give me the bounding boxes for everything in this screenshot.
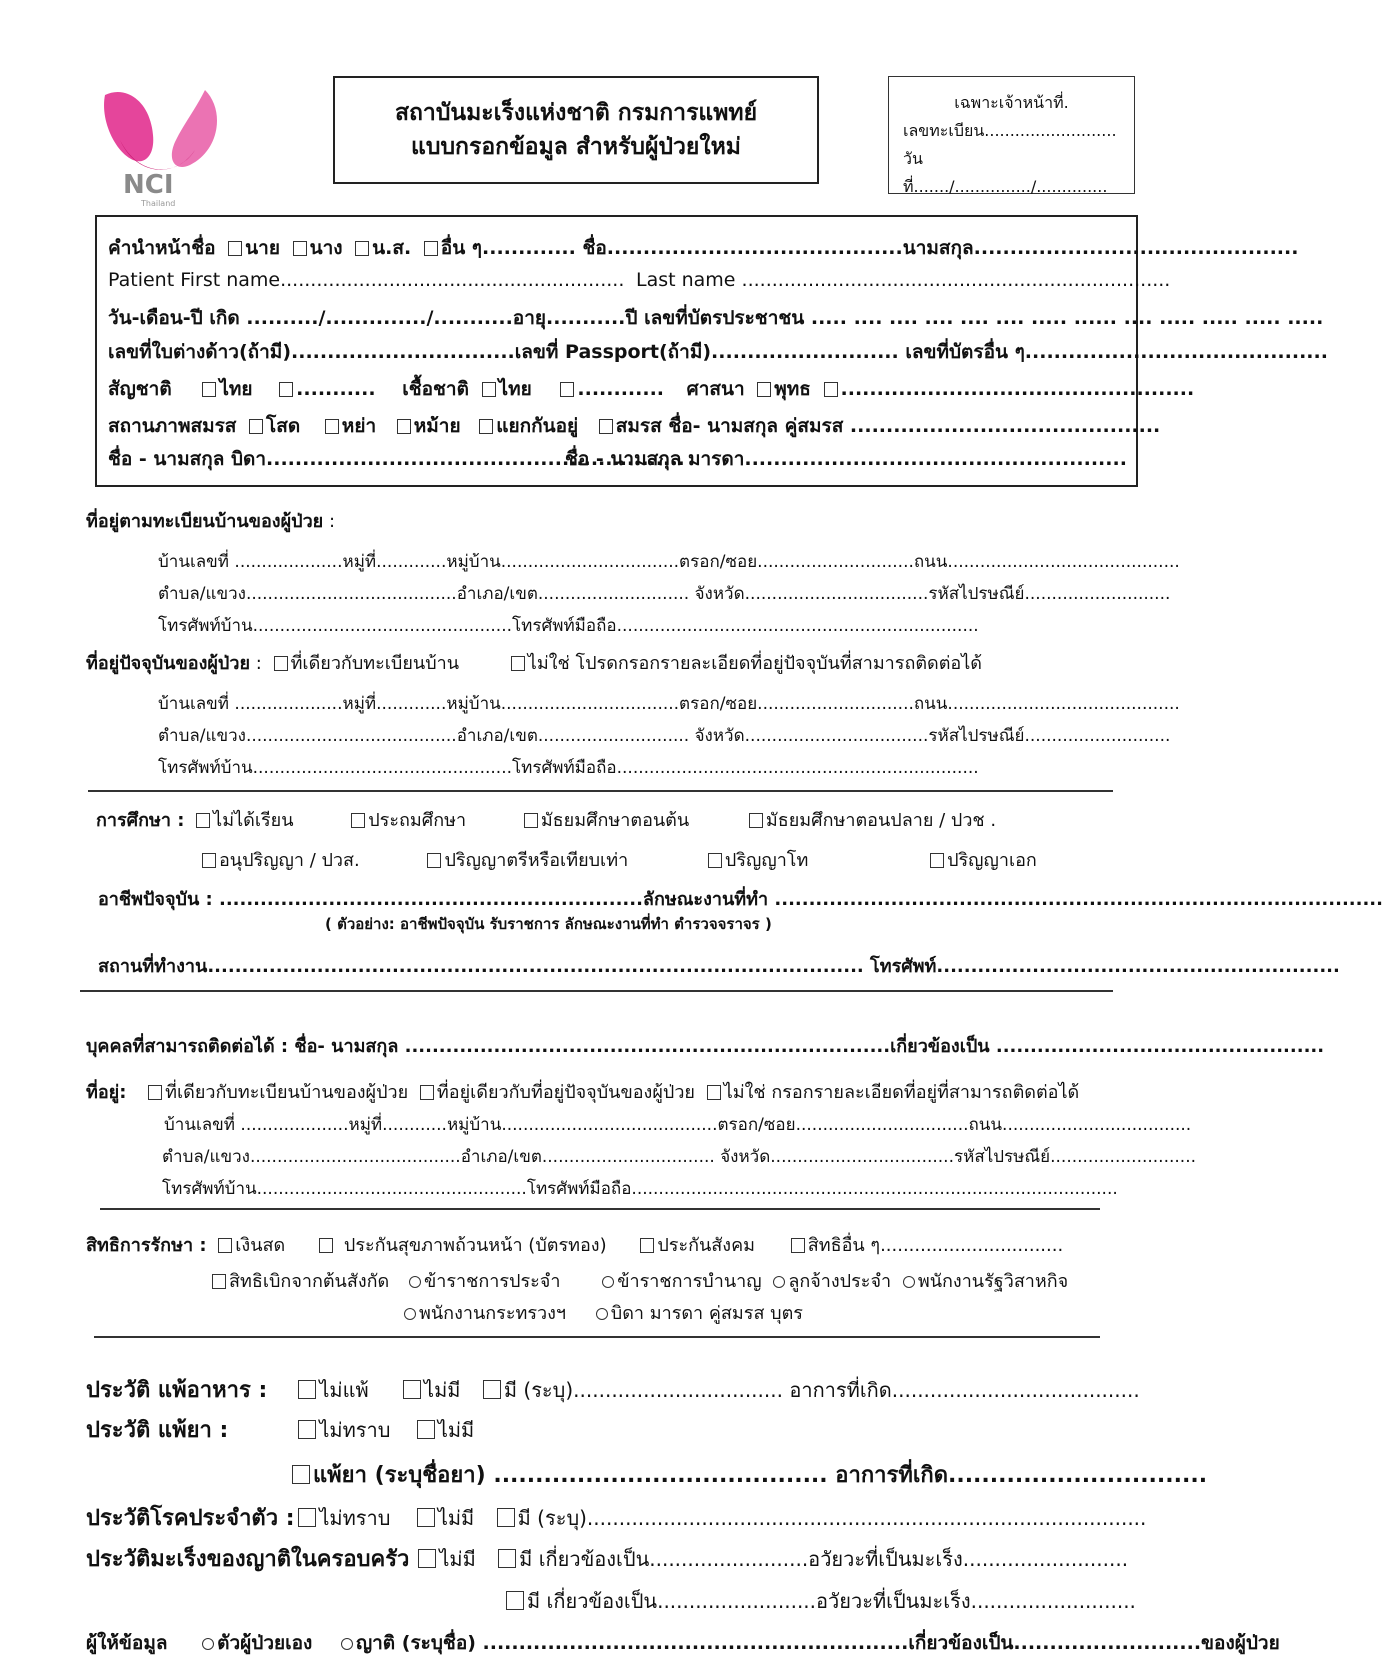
checkbox-rights-reimburse[interactable]	[212, 1274, 226, 1289]
checkbox-drug-yes[interactable]	[292, 1465, 310, 1484]
radio-rights-state-ent[interactable]	[903, 1276, 915, 1288]
registered-address-line3[interactable]: โทรศัพท์บ้าน................................................โทรศัพท์มือถือ...................................................................	[158, 616, 979, 636]
staff-only-box	[888, 76, 1135, 194]
checkbox-edu-master[interactable]	[708, 853, 722, 868]
rights-other-field[interactable]: สิทธิอื่น ๆ................................	[807, 1235, 1064, 1256]
checkbox-edu-lower-secondary[interactable]	[524, 813, 538, 828]
marital-row	[108, 411, 1160, 441]
checkbox-rights-universal[interactable]	[319, 1238, 333, 1253]
occupation-field[interactable]: อาชีพปัจจุบัน : ..............................................................ลักษณะงานที่ทำ .........................................................................................	[98, 889, 1383, 910]
divider-3	[100, 1208, 1100, 1210]
family-cancer-row	[86, 1541, 1128, 1576]
informant-label: ผู้ให้ข้อมูล	[86, 1632, 168, 1654]
nationality-label: สัญชาติ	[108, 378, 172, 400]
marital-label: สถานภาพสมรส	[108, 415, 237, 437]
drug-unknown: ไม่ทราบ	[319, 1418, 391, 1442]
checkbox-edu-none[interactable]	[196, 813, 210, 828]
radio-informant-self[interactable]	[202, 1638, 214, 1650]
contact-address-line1[interactable]: บ้านเลขที่ ....................หมู่ที่............หมู่บ้าน........................................ตรอก/ซอย................................ถนน...................................	[164, 1115, 1192, 1135]
rights-social: ประกันสังคม	[657, 1235, 755, 1256]
education-row2	[196, 845, 1037, 874]
chronic-no: ไม่มี	[437, 1506, 475, 1530]
rights-reimburse: สิทธิเบิกจากต้นสังกัด	[229, 1271, 390, 1292]
checkbox-edu-doctor[interactable]	[930, 853, 944, 868]
education-row1	[96, 805, 996, 834]
checkbox-family-no[interactable]	[418, 1549, 436, 1568]
current-address-line1[interactable]: บ้านเลขที่ ....................หมู่ที่.............หมู่บ้าน.................................ตรอก/ซอย.............................ถนน...........................................	[158, 694, 1180, 714]
form-title-line2: แบบกรอกข้อมูล สำหรับผู้ป่วยใหม่	[411, 134, 741, 160]
checkbox-chronic-no[interactable]	[417, 1508, 435, 1527]
informant-row	[86, 1628, 1280, 1658]
checkbox-contact-same-current[interactable]	[420, 1085, 434, 1100]
form-title-box	[333, 76, 819, 184]
rights-civil: ข้าราชการประจำ	[423, 1271, 561, 1292]
radio-rights-family[interactable]	[596, 1308, 608, 1320]
checkbox-family-yes-1[interactable]	[498, 1549, 516, 1568]
edu-doctor: ปริญญาเอก	[947, 850, 1037, 871]
current-address-row	[86, 648, 982, 677]
chronic-unknown: ไม่ทราบ	[319, 1506, 391, 1530]
contact-person-field[interactable]: บุคคลที่สามารถติดต่อได้ : ชื่อ- นามสกุล .......................................................................เกี่ยวข้องเป็น ................................................	[86, 1036, 1325, 1057]
rights-perm-emp: ลูกจ้างประจำ	[788, 1271, 892, 1292]
rights-row2	[206, 1266, 1068, 1295]
checkbox-mrs[interactable]	[293, 241, 307, 256]
checkbox-contact-other[interactable]	[707, 1085, 721, 1100]
alien-passport-id-field[interactable]: เลขที่ใบต่างด้าว(ถ้ามี)...............................เลขที่ Passport(ถ้ามี).......................... เลขที่บัตรอื่น ๆ..........................................	[108, 341, 1328, 363]
prefix-mrs: นาง	[309, 237, 343, 259]
informant-self: ตัวผู้ป่วยเอง	[217, 1632, 313, 1654]
drug-allergy-row	[86, 1412, 474, 1447]
contact-address-line3[interactable]: โทรศัพท์บ้าน..................................................โทรศัพท์มือถือ..........................................................................................	[162, 1179, 1118, 1199]
nci-logo	[95, 80, 235, 210]
rights-row3	[398, 1298, 803, 1327]
prefix-label: คำนำหน้าชื่อ	[108, 237, 216, 259]
registered-address-title: ที่อยู่ตามทะเบียนบ้านของผู้ป่วย	[86, 511, 324, 532]
checkbox-rights-social[interactable]	[640, 1238, 654, 1253]
edu-upper-secondary: มัธยมศึกษาตอนปลาย / ปวช .	[765, 810, 997, 831]
father-name-field[interactable]: ชื่อ - นามสกุล บิดา..........................................................	[108, 448, 685, 470]
family-yes-field-1[interactable]: มี เกี่ยวข้องเป็น.........................อวัยวะที่เป็นมะเร็ง..........................	[519, 1547, 1129, 1571]
checkbox-drug-unknown[interactable]	[298, 1420, 316, 1439]
current-address-not-same: ไม่ใช่ โปรดกรอกรายละเอียดที่อยู่ปัจจุบันที่สามารถติดต่อได้	[527, 653, 982, 674]
checkbox-separated[interactable]	[479, 419, 493, 434]
checkbox-chronic-unknown[interactable]	[298, 1508, 316, 1527]
form-title-line1: สถาบันมะเร็งแห่งชาติ กรมการแพทย์	[394, 99, 758, 126]
race-other-field[interactable]: ............	[577, 378, 665, 400]
checkbox-family-yes-2[interactable]	[506, 1591, 524, 1610]
marital-divorced: หย่า	[341, 415, 377, 437]
registered-address-line2[interactable]: ตำบล/แขวง.......................................อำเภอ/เขต............................ จังหวัด..................................รหัสไปรษณีย์...........................	[158, 584, 1171, 604]
rights-row1	[86, 1230, 1063, 1259]
checkbox-religion-buddhism[interactable]	[757, 382, 771, 397]
checkbox-edu-primary[interactable]	[351, 813, 365, 828]
radio-rights-perm-emp[interactable]	[773, 1276, 785, 1288]
edu-primary: ประถมศึกษา	[368, 810, 467, 831]
checkbox-nationality-other[interactable]	[279, 382, 293, 397]
divider-1	[88, 790, 1113, 792]
radio-rights-ministry[interactable]	[404, 1308, 416, 1320]
food-allergy-label: ประวัติ แพ้อาหาร :	[86, 1378, 268, 1403]
food-allergy-row	[86, 1372, 1140, 1407]
edu-diploma: อนุปริญญา / ปวส.	[219, 850, 360, 871]
current-address-title: ที่อยู่ปัจจุบันของผู้ป่วย	[86, 653, 251, 674]
checkbox-edu-bachelor[interactable]	[427, 853, 441, 868]
education-label: การศึกษา :	[96, 810, 185, 831]
checkbox-drug-no[interactable]	[417, 1420, 435, 1439]
family-yes-field-2[interactable]: มี เกี่ยวข้องเป็น.........................อวัยวะที่เป็นมะเร็ง..........................	[527, 1589, 1136, 1613]
edu-none: ไม่ได้เรียน	[213, 810, 294, 831]
chronic-yes-field[interactable]: มี (ระบุ)........................................................................................	[517, 1506, 1147, 1530]
checkbox-miss[interactable]	[355, 241, 369, 256]
nationality-other-field[interactable]: ...........	[296, 378, 376, 400]
marital-separated: แยกกันอยู่	[496, 415, 579, 437]
checkbox-edu-diploma[interactable]	[202, 853, 216, 868]
food-no: ไม่มี	[424, 1378, 461, 1402]
drug-no: ไม่มี	[437, 1418, 475, 1442]
checkbox-divorced[interactable]	[325, 419, 339, 434]
current-address-colon: :	[255, 653, 262, 674]
marital-married-spouse-field[interactable]: สมรส ชื่อ- นามสกุล คู่สมรส ...........................................	[615, 415, 1161, 437]
edu-lower-secondary: มัธยมศึกษาตอนต้น	[540, 810, 690, 831]
staff-date: วันที่......./.............../..............	[903, 149, 1108, 196]
radio-rights-civil[interactable]	[409, 1276, 421, 1288]
rights-pension: ข้าราชการบำนาญ	[617, 1271, 762, 1292]
logo-text: NCI	[123, 170, 174, 200]
radio-informant-relative[interactable]	[341, 1638, 353, 1650]
checkbox-single[interactable]	[249, 419, 263, 434]
checkbox-contact-same-registered[interactable]	[148, 1085, 162, 1100]
registered-address-colon: :	[328, 511, 336, 532]
english-last-name-field[interactable]: Last name .......................................................................	[636, 269, 1171, 291]
prefix-mr: นาย	[245, 237, 280, 259]
chronic-disease-label: ประวัติโรคประจำตัว :	[86, 1506, 295, 1531]
religion-label: ศาสนา	[686, 378, 745, 400]
religion-buddhism: พุทธ	[774, 378, 811, 400]
contact-address-options	[86, 1077, 1079, 1106]
occupation-example: ( ตัวอย่าง: อาชีพปัจจุบัน รับราชการ ลักษณะงานที่ทำ ตำรวจจราจร )	[325, 915, 772, 933]
drug-allergy-yes-row	[286, 1457, 1207, 1492]
rights-family: บิดา มารดา คู่สมรส บุตร	[610, 1303, 803, 1324]
staff-title: เฉพาะเจ้าหน้าที่.	[954, 93, 1069, 112]
contact-opt-other: ไม่ใช่ กรอกรายละเอียดที่อยู่ที่สามารถติดต่อได้	[723, 1082, 1080, 1103]
rights-cash: เงินสด	[235, 1235, 286, 1256]
checkbox-chronic-yes[interactable]	[497, 1508, 515, 1527]
marital-widowed: หม้าย	[413, 415, 461, 437]
divider-4	[94, 1336, 1100, 1338]
checkbox-nationality-thai[interactable]	[202, 382, 216, 397]
race-thai: ไทย	[498, 378, 532, 400]
registered-address-heading	[86, 506, 335, 535]
checkbox-race-other[interactable]	[560, 382, 574, 397]
checkbox-widowed[interactable]	[397, 419, 411, 434]
rights-state-ent: พนักงานรัฐวิสาหกิจ	[917, 1271, 1069, 1292]
radio-rights-pension[interactable]	[602, 1276, 614, 1288]
logo-subtext: Thailand	[141, 199, 176, 208]
checkbox-edu-upper-secondary[interactable]	[749, 813, 763, 828]
edu-master: ปริญญาโท	[724, 850, 809, 871]
nationality-thai: ไทย	[219, 378, 253, 400]
food-yes-field[interactable]: มี (ระบุ)................................. อาการที่เกิด.......................................	[503, 1378, 1140, 1402]
checkbox-not-same-address[interactable]	[511, 656, 525, 671]
race-label: เชื้อชาติ	[402, 378, 469, 400]
prefix-other: อื่น ๆ.............	[440, 237, 576, 259]
checkbox-rights-cash[interactable]	[218, 1238, 232, 1253]
contact-opt-same-current: ที่อยู่เดียวกับที่อยู่ปัจจุบันของผู้ป่วย	[436, 1082, 695, 1103]
checkbox-other-prefix[interactable]	[424, 241, 438, 256]
registered-address-line1[interactable]: บ้านเลขที่ ....................หมู่ที่.............หมู่บ้าน.................................ตรอก/ซอย.............................ถนน...........................................	[158, 552, 1180, 572]
mother-name-field[interactable]: ชื่อ - นามสกุล มารดา.....................................................	[565, 448, 1127, 470]
workplace-field[interactable]: สถานที่ทำงาน................................................................................................ โทรศัพท์...........................................................	[98, 956, 1340, 977]
rights-universal: ประกันสุขภาพถ้วนหน้า (บัตรทอง)	[343, 1235, 607, 1256]
chronic-disease-row	[86, 1500, 1146, 1535]
checkbox-food-yes[interactable]	[483, 1380, 501, 1399]
checkbox-married[interactable]	[599, 419, 613, 434]
food-none: ไม่แพ้	[319, 1378, 369, 1402]
checkbox-race-thai[interactable]	[482, 382, 496, 397]
drug-allergy-label: ประวัติ แพ้ยา :	[86, 1418, 229, 1443]
informant-relative-field[interactable]: ญาติ (ระบุชื่อ) ...........................................................เกี่ยวข้องเป็น..........................ของผู้ป่วย	[355, 1632, 1280, 1654]
name-field[interactable]: ชื่อ.........................................นามสกุล.............................................	[582, 237, 1299, 259]
current-address-same: ที่เดียวกับทะเบียนบ้าน	[290, 653, 460, 674]
prefix-miss: น.ส.	[372, 237, 412, 259]
nationality-row	[108, 374, 1194, 404]
current-address-line2[interactable]: ตำบล/แขวง.......................................อำเภอ/เขต............................ จังหวัด..................................รหัสไปรษณีย์...........................	[158, 726, 1171, 746]
family-cancer-row2	[500, 1585, 1136, 1617]
checkbox-food-no[interactable]	[403, 1380, 421, 1399]
edu-bachelor: ปริญญาตรีหรือเทียบเท่า	[444, 850, 629, 871]
rights-label: สิทธิการรักษา :	[86, 1235, 207, 1256]
religion-other-field[interactable]: .................................................	[840, 378, 1195, 400]
prefix-row	[108, 233, 1298, 263]
checkbox-religion-other[interactable]	[824, 382, 838, 397]
contact-address-label: ที่อยู่:	[86, 1082, 127, 1103]
divider-2	[80, 990, 1113, 992]
checkbox-mr[interactable]	[228, 241, 242, 256]
current-address-line3[interactable]: โทรศัพท์บ้าน................................................โทรศัพท์มือถือ...................................................................	[158, 758, 979, 778]
checkbox-food-none[interactable]	[298, 1380, 316, 1399]
checkbox-rights-other[interactable]	[791, 1238, 805, 1253]
marital-single: โสด	[266, 415, 301, 437]
family-cancer-label: ประวัติมะเร็งของญาติในครอบครัว	[86, 1547, 410, 1572]
family-no: ไม่มี	[439, 1547, 476, 1571]
contact-address-line2[interactable]: ตำบล/แขวง.......................................อำเภอ/เขต................................ จังหวัด..................................รหัสไปรษณีย์...........................	[162, 1147, 1197, 1167]
rights-ministry: พนักงานกระทรวงฯ	[419, 1303, 567, 1324]
drug-yes-field[interactable]: แพ้ยา (ระบุชื่อยา) ........................................ อาการที่เกิด...............................	[313, 1463, 1208, 1488]
english-first-name-field[interactable]: Patient First name.........................................................	[108, 269, 625, 291]
contact-opt-same-registered: ที่เดียวกับทะเบียนบ้านของผู้ป่วย	[165, 1082, 409, 1103]
staff-reg-number: เลขทะเบียน..........................	[903, 121, 1117, 140]
checkbox-same-as-registered[interactable]	[274, 656, 288, 671]
dob-age-id-field[interactable]: วัน-เดือน-ปี เกิด ........../............../...........อายุ...........ปี เลขที่บัตรประชาชน ..... .... .... .... .... .... ..... ...... .... ..... ..... ..... .....	[108, 307, 1324, 329]
